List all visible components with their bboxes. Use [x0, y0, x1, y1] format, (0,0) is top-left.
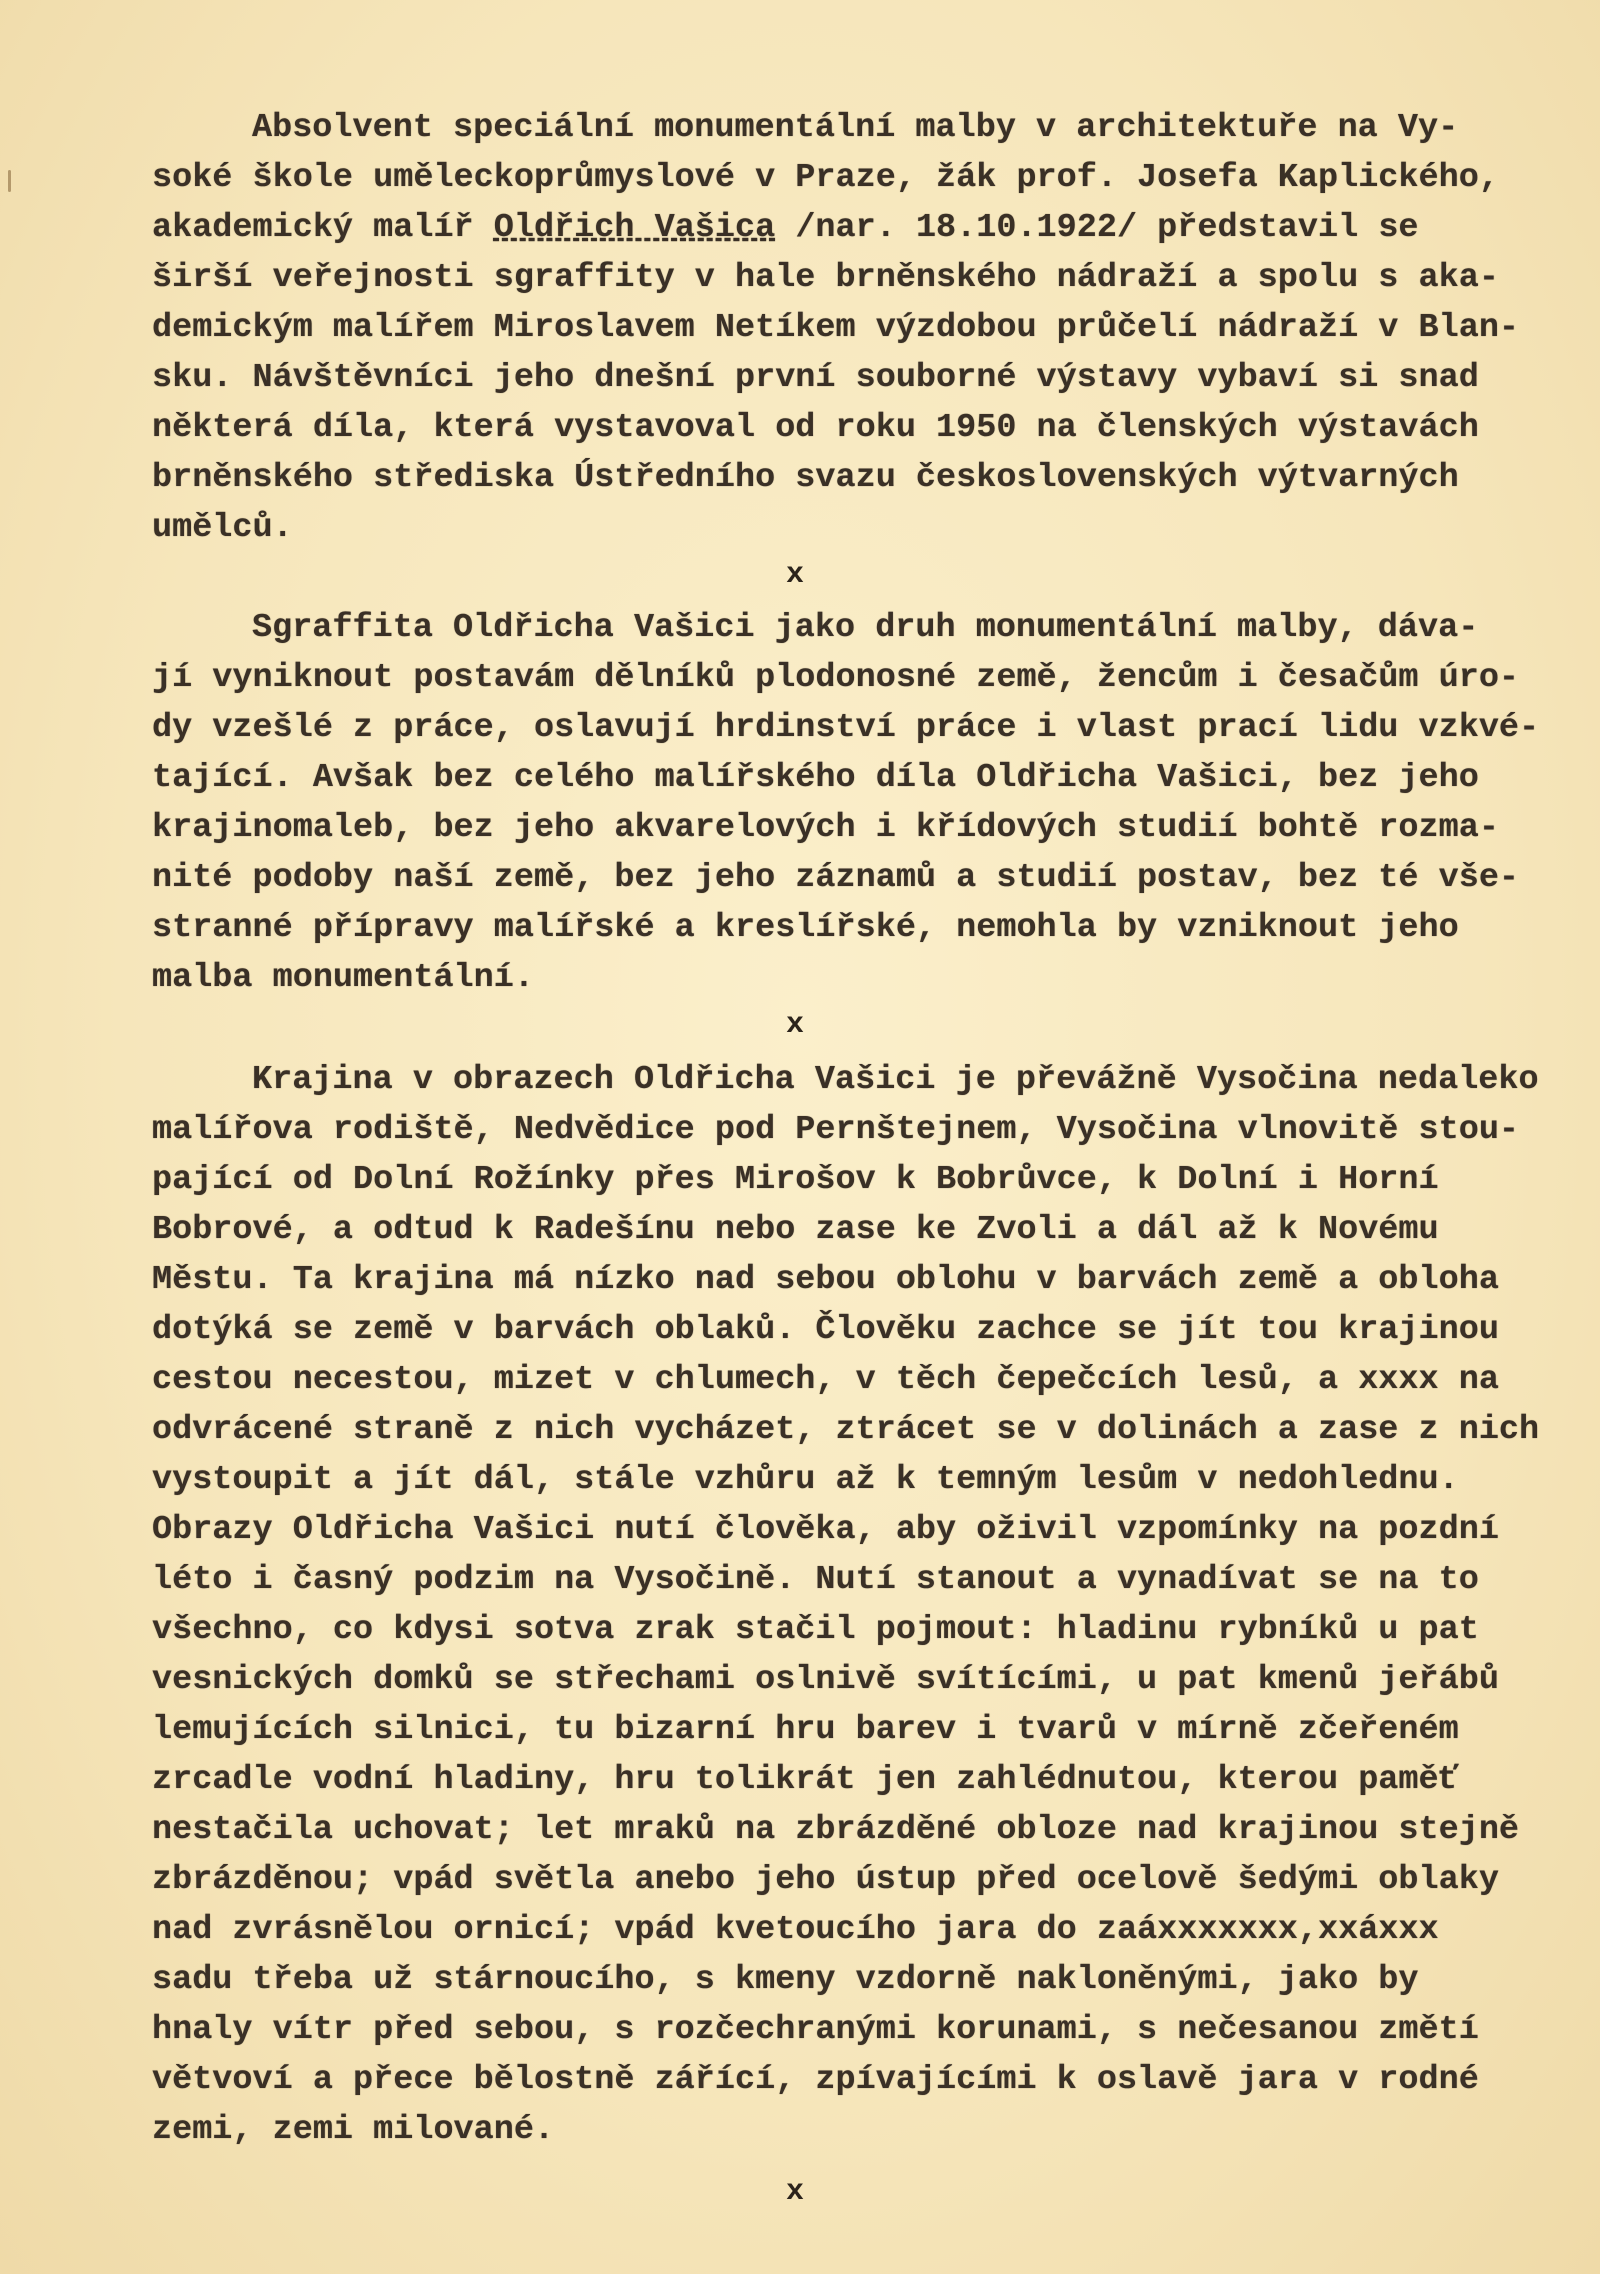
- text-line: Městu. Ta krajina má nízko nad sebou oblohu v barvách země a obloha: [152, 1261, 1499, 1299]
- text-line: větvoví a přece bělostně zářící, zpívajícími k oslavě jara v rodné: [152, 2061, 1479, 2099]
- text-line: tající. Avšak bez celého malířského díla Oldřicha Vašici, bez jeho: [152, 759, 1479, 797]
- text-line: brněnského střediska Ústředního svazu československých výtvarných: [152, 459, 1459, 497]
- text-line: nad zvrásnělou ornicí; vpád kvetoucího jara do zaáxxxxxxx,xxáxxx: [152, 1911, 1439, 1949]
- text-line: dy vzešlé z práce, oslavují hrdinství práce i vlast prací lidu vzkvé-: [152, 709, 1540, 747]
- text-line: nestačila uchovat; let mraků na zbrázděné obloze nad krajinou stejně: [152, 1811, 1520, 1849]
- text-line: malba monumentální.: [152, 959, 534, 997]
- text-line: vystoupit a jít dál, stále vzhůru až k temným lesům v nedohlednu.: [152, 1461, 1459, 1499]
- text-line: širší veřejnosti sgraffity v hale brněnského nádraží a spolu s aka-: [152, 259, 1499, 297]
- text-line: odvrácené straně z nich vycházet, ztrácet se v dolinách a zase z nich: [152, 1411, 1540, 1449]
- text-line: Krajina v obrazech Oldřicha Vašici je převážně Vysočina nedaleko: [252, 1061, 1539, 1099]
- text-line: lemujících silnici, tu bizarní hru barev i tvarů v mírně zčeřeném: [152, 1711, 1459, 1749]
- text-line: sku. Návštěvníci jeho dnešní první souborné výstavy vybaví si snad: [152, 359, 1479, 397]
- text-line: Bobrové, a odtud k Radešínu nebo zase ke Zvoli a dál až k Novému: [152, 1211, 1439, 1249]
- text-line: některá díla, která vystavoval od roku 1950 na členských výstavách: [152, 409, 1479, 447]
- paragraph-sgraffita: [152, 603, 1572, 1003]
- text-line: vesnických domků se střechami oslnivě svítícími, u pat kmenů jeřábů: [152, 1661, 1499, 1699]
- section-separator: x: [785, 2175, 804, 2209]
- paper-edge-mark: [8, 170, 11, 192]
- text-line: krajinomaleb, bez jeho akvarelových i křídových studií bohtě rozma-: [152, 809, 1499, 847]
- text-line: sadu třeba už stárnoucího, s kmeny vzdorně nakloněnými, jako by: [152, 1961, 1419, 1999]
- text-line: dotýká se země v barvách oblaků. Člověku zachce se jít tou krajinou: [152, 1311, 1499, 1349]
- text-line: soké škole uměleckoprůmyslové v Praze, žák prof. Josefa Kaplického,: [152, 159, 1499, 197]
- text-line: Sgraffita Oldřicha Vašici jako druh monumentální malby, dáva-: [252, 609, 1479, 647]
- text-line: Absolvent speciální monumentální malby v architektuře na Vy-: [252, 109, 1459, 147]
- text-line: hnaly vítr před sebou, s rozčechranými korunami, s nečesanou změtí: [152, 2011, 1479, 2049]
- text-line: zbrázděnou; vpád světla anebo jeho ústup před ocelově šedými oblaky: [152, 1861, 1499, 1899]
- text-line: akademický malíř Oldřich Vašica /nar. 18.10.1922/ představil se: [152, 209, 1419, 247]
- section-separator: x: [785, 558, 804, 592]
- text-line: malířova rodiště, Nedvědice pod Pernštejnem, Vysočina vlnovitě stou-: [152, 1111, 1520, 1149]
- text-line: zrcadle vodní hladiny, hru tolikrát jen zahlédnutou, kterou paměť: [152, 1761, 1459, 1799]
- paragraph-biography: [152, 103, 1572, 553]
- text-line: stranné přípravy malířské a kreslířské, nemohla by vzniknout jeho: [152, 909, 1459, 947]
- text-line: cestou necestou, mizet v chlumech, v těch čepečcích lesů, a xxxx na: [152, 1361, 1499, 1399]
- text-line: všechno, co kdysi sotva zrak stačil pojmout: hladinu rybníků u pat: [152, 1611, 1479, 1649]
- artist-name-underlined: Oldřich Vašica: [493, 209, 776, 247]
- paragraph-landscape: [152, 1055, 1572, 2155]
- text-line: léto i časný podzim na Vysočině. Nutí stanout a vynadívat se na to: [152, 1561, 1479, 1599]
- text-line: Obrazy Oldřicha Vašici nutí člověka, aby oživil vzpomínky na pozdní: [152, 1511, 1499, 1549]
- text-line: nité podoby naší země, bez jeho záznamů a studií postav, bez té vše-: [152, 859, 1520, 897]
- text-line: demickým malířem Miroslavem Netíkem výzdobou průčelí nádraží v Blan-: [152, 309, 1520, 347]
- section-separator: x: [785, 1008, 804, 1042]
- text-line: zemi, zemi milované.: [152, 2111, 555, 2149]
- text-line: umělců.: [152, 509, 293, 547]
- text-line: pající od Dolní Rožínky přes Mirošov k Bobrůvce, k Dolní i Horní: [152, 1161, 1439, 1199]
- text-line: jí vyniknout postavám dělníků plodonosné země, žencům i česačům úro-: [152, 659, 1520, 697]
